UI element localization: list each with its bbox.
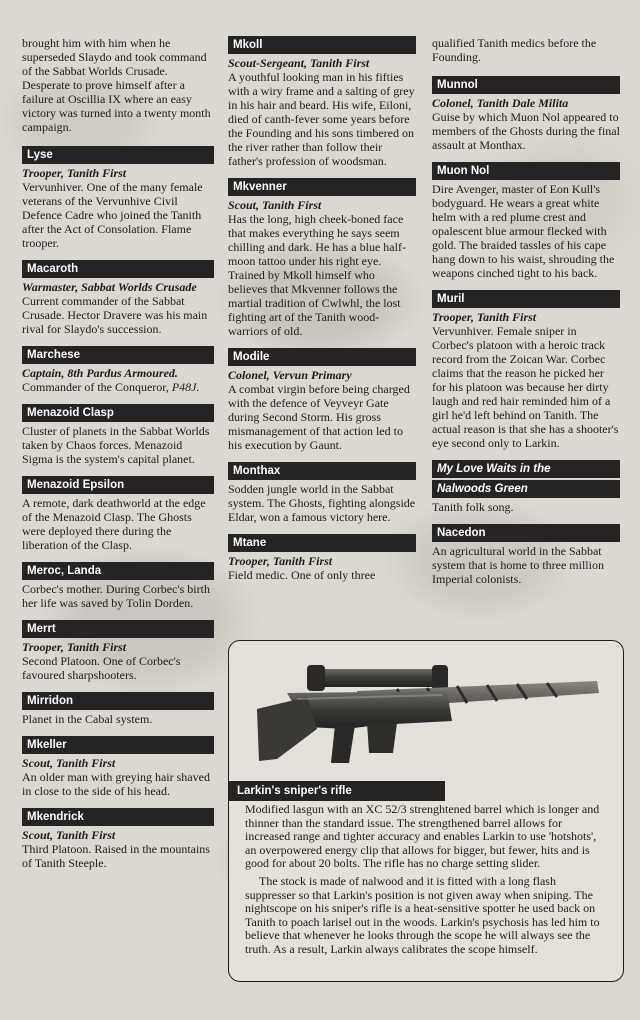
entry-body-text: Commander of the Conqueror, — [22, 380, 172, 394]
continued-text: brought him with him when he superseded Slaydo and took command of the Sabbat Worlds Crusade. Desperate to prove himself after a failure at Oscillia IX where an easy victory was turned into a twenty month campaign. — [22, 36, 211, 134]
entry-body: Vervunhiver. Female sniper in Corbec's platoon with a heroic track record from the Zoican War. Corbec claims that the reason he picked her for his platoon was because her dirty laugh and red hair reminded him of a girl he'd left behind on Tanith. The actual reason is that she has a shooter's eye second only to Larkin. — [432, 324, 619, 450]
rifle-feature-box — [228, 640, 624, 982]
entry-heading-line2: Nalwoods Green — [432, 480, 620, 498]
entry-body: Planet in the Cabal system. — [22, 712, 153, 726]
entry-heading: Macaroth — [22, 260, 214, 278]
entry-heading: Mkvenner — [228, 178, 416, 196]
entry-body: A youthful looking man in his fifties with a wiry frame and a salting of grey in his hair and beard. His wife, Eiloni, died of canth-fever some years before the Founding and his sons timbered on the river rather than follow their father's profession of woodsman. — [228, 70, 415, 168]
entry-body: Vervunhiver. One of the many female veterans of the Vervunhive Civil Defence Cadre who joined the Tanith after the Act of Consolation. Flame trooper. — [22, 180, 203, 250]
rifle-paragraph-2: The stock is made of nalwood and it is fitted with a long flash suppresser so that Larkin's position is not given away when sniping. The nightscope on his sniper's rifle is a heat-sensitive spotter he used back on Tanith to poach larisel out in the woods. Larkin's psychosis has led him to believe that whenever he looks through the scope he will always see the truth. As a result, Larkin always calibrates the scope himself. — [245, 873, 600, 956]
entry-mkoll — [228, 36, 416, 168]
entry-mkendrick — [22, 808, 214, 870]
entry-body: An agricultural world in the Sabbat system that is home to three million Imperial colonists. — [432, 544, 604, 586]
entry-heading: Menazoid Epsilon — [22, 476, 214, 494]
entry-merrt — [22, 620, 214, 682]
entry-body: Corbec's mother. During Corbec's birth her life was saved by Tolin Dorden. — [22, 582, 210, 610]
entry-subtitle: Captain, 8th Pardus Armoured. — [22, 366, 178, 380]
entry-nacedon — [432, 524, 620, 586]
entry-heading: Mkendrick — [22, 808, 214, 826]
entry-body: An older man with greying hair shaved in close to the side of his head. — [22, 770, 210, 798]
entry-subtitle: Trooper, Tanith First — [22, 166, 127, 180]
column-middle — [228, 36, 416, 592]
rifle-description — [245, 803, 607, 961]
entry-muon-nol — [432, 162, 620, 280]
entry-body: Has the long, high cheek-boned face that makes everything he says seem chilling and dark. He has a blue half-moon tattoo under his right eye. Trained by Mkoll himself who believes that Mkvenner follows the martial tradition of Cwlwhl, the lost fighting art of the Tanith wood-warriors of old. — [228, 212, 406, 338]
column-left — [22, 36, 214, 880]
entry-heading: Mirridon — [22, 692, 214, 710]
entry-heading: Modile — [228, 348, 416, 366]
entry-subtitle: Scout-Sergeant, Tanith First — [228, 56, 370, 70]
entry-heading: Mkeller — [22, 736, 214, 754]
entry-heading: Mkoll — [228, 36, 416, 54]
entry-subtitle: Colonel, Vervun Primary — [228, 368, 352, 382]
entry-heading: Meroc, Landa — [22, 562, 214, 580]
entry-mirridon — [22, 692, 214, 726]
entry-menazoid-epsilon — [22, 476, 214, 552]
entry-mtane — [228, 534, 416, 582]
entry-meroc-landa — [22, 562, 214, 610]
entry-body: Field medic. One of only three — [228, 568, 376, 582]
entry-subtitle: Trooper, Tanith First — [228, 554, 333, 568]
entry-munnol — [432, 76, 620, 152]
entry-body — [22, 380, 214, 394]
entry-subtitle: Colonel, Tanith Dale Milita — [432, 96, 569, 110]
continued-text: qualified Tanith medics before the Founding. — [432, 36, 597, 64]
entry-subtitle: Scout, Tanith First — [228, 198, 322, 212]
entry-subtitle: Warmaster, Sabbat Worlds Crusade — [22, 280, 197, 294]
entry-body: Cluster of planets in the Sabbat Worlds taken by Chaos forces. Menazoid Sigma is the system's capital planet. — [22, 424, 210, 466]
entry-heading: Mtane — [228, 534, 416, 552]
entry-modile — [228, 348, 416, 452]
entry-subtitle: Scout, Tanith First — [22, 756, 116, 770]
entry-macaroth — [22, 260, 214, 336]
entry-heading: Munnol — [432, 76, 620, 94]
page-reference: P48J. — [171, 380, 200, 394]
entry-body: Tanith folk song. — [432, 500, 514, 514]
entry-monthax — [228, 462, 416, 524]
entry-mkeller — [22, 736, 214, 798]
entry-body: Sodden jungle world in the Sabbat system. The Ghosts, fighting alongside Eldar, won a famous victory here. — [228, 482, 416, 524]
entry-heading: Monthax — [228, 462, 416, 480]
entry-body: Current commander of the Sabbat Crusade. Hector Dravere was his main rival for Slaydo's succession. — [22, 294, 208, 336]
entry-mkvenner — [228, 178, 416, 338]
entry-heading: Muril — [432, 290, 620, 308]
entry-subtitle: Trooper, Tanith First — [22, 640, 127, 654]
entry-heading: My Love Waits in the — [432, 460, 620, 478]
rifle-paragraph-1: Modified lasgun with an XC 52/3 strenghtened barrel which is longer and thinner than the standard issue. The strengthened barrel allows for increased range and tighter accuracy and enables Larkin to use 'hotshots', an overpowered energy clip that allows for bigger, but fewer, hits and is good for about 20 bolts. The rifle has no charge setting slider. — [245, 802, 600, 871]
rifle-heading: Larkin's sniper's rifle — [229, 781, 445, 801]
entry-body: A remote, dark deathworld at the edge of the Menazoid Clasp. The Ghosts were deployed there during the liberation of the Clasp. — [22, 496, 206, 552]
entry-body: Dire Avenger, master of Eon Kull's bodyguard. He wears a great white helm with a red plume crest and opalescent blue armour flecked with gold. The braided tassles of his cape hang down to his waist, shrouding the weapons cinched tight to his back. — [432, 182, 615, 280]
entry-subtitle: Trooper, Tanith First — [432, 310, 537, 324]
entry-muril — [432, 290, 620, 450]
column-right — [432, 36, 620, 596]
entry-body: A combat virgin before being charged with the defence of Veyveyr Gate during Second Storm. His gross mismanagement of that action led to his execution by Gaunt. — [228, 382, 410, 452]
entry-body: Second Platoon. One of Corbec's favoured sharpshooters. — [22, 654, 181, 682]
entry-heading: Merrt — [22, 620, 214, 638]
sniper-rifle-illustration — [247, 651, 607, 781]
entry-heading: Marchese — [22, 346, 214, 364]
entry-marchese — [22, 346, 214, 394]
entry-heading: Lyse — [22, 146, 214, 164]
entry-lyse — [22, 146, 214, 250]
entry-subtitle: Scout, Tanith First — [22, 828, 116, 842]
entry-heading: Muon Nol — [432, 162, 620, 180]
entry-heading: Menazoid Clasp — [22, 404, 214, 422]
entry-menazoid-clasp — [22, 404, 214, 466]
entry-body: Third Platoon. Raised in the mountains of Tanith Steeple. — [22, 842, 210, 870]
entry-heading: Nacedon — [432, 524, 620, 542]
entry-body: Guise by which Muon Nol appeared to members of the Ghosts during the final assault at Monthax. — [432, 110, 620, 152]
entry-my-love-waits — [432, 460, 620, 514]
